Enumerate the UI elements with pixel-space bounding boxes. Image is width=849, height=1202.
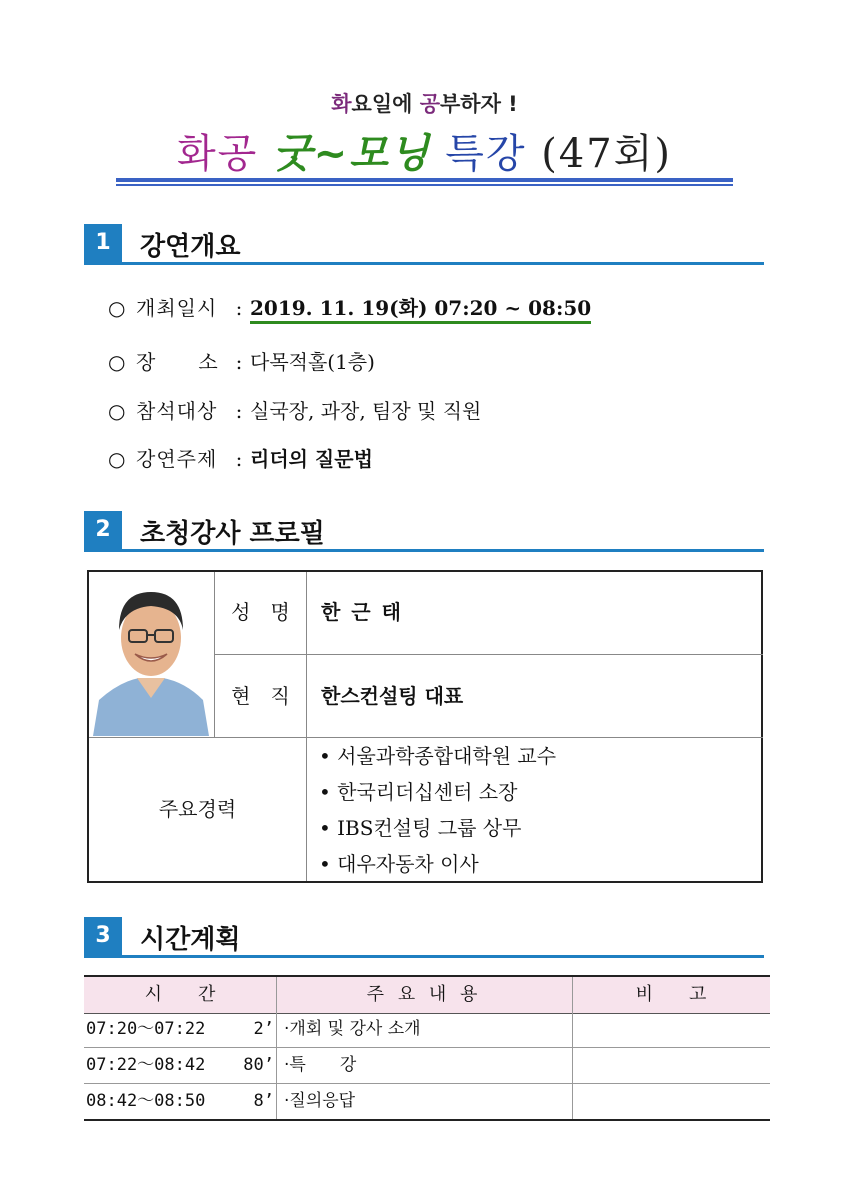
- row-note: [578, 1083, 768, 1119]
- subtitle-text-1: 요일에: [351, 92, 420, 116]
- row-time: 08:42～08:50: [86, 1091, 206, 1111]
- row-time: 07:20～07:22: [86, 1019, 206, 1039]
- section-3-number: 3: [84, 917, 122, 955]
- speaker-photo: [89, 572, 215, 738]
- schedule-header-row: [84, 975, 770, 1014]
- row-content: ·특 강: [284, 1055, 357, 1075]
- position-label: 현 직: [231, 684, 290, 708]
- row-duration: 80’: [243, 1055, 274, 1075]
- subtitle-highlight-2: 공: [419, 92, 440, 116]
- section-2-rule: [84, 549, 764, 552]
- overview-colon: :: [235, 399, 243, 423]
- title-part-2: 굿~모닝: [273, 131, 431, 177]
- overview-date-value: 2019. 11. 19(화) 07:20 ~ 08:50: [250, 296, 591, 324]
- header-note: 비 고: [635, 984, 707, 1005]
- overview-attendees-row: [108, 395, 481, 424]
- career-item: • IBS컨설팅 그룹 상무: [319, 816, 522, 840]
- section-3-rule: [84, 955, 764, 958]
- career-item: • 한국리더십센터 소장: [319, 780, 518, 804]
- table-row: [84, 1047, 770, 1084]
- position-label-cell: [215, 654, 307, 738]
- bullet-icon: ○: [108, 447, 126, 471]
- overview-attendees-value: 실국장, 과장, 팀장 및 직원: [250, 399, 482, 423]
- event-title: [0, 122, 849, 179]
- row-duration: 2’: [253, 1019, 274, 1039]
- col-divider: [276, 1011, 277, 1047]
- event-subtitle: [0, 88, 849, 118]
- row-duration: 8’: [253, 1091, 274, 1111]
- speaker-name: 한 근 태: [321, 600, 403, 624]
- career-item: • 대우자동차 이사: [319, 852, 479, 876]
- section-3-title: 시간계획: [140, 925, 241, 955]
- header-content: 주 요 내 용: [366, 984, 482, 1005]
- section-1-rule: [84, 262, 764, 265]
- table-row: [84, 1011, 770, 1048]
- row-time: 07:22～08:42: [86, 1055, 206, 1075]
- overview-label: 개최일시: [136, 296, 218, 320]
- career-item: • 서울과학종합대학원 교수: [319, 744, 557, 768]
- header-time: 시 간: [144, 984, 216, 1005]
- bullet-icon: ○: [108, 399, 126, 423]
- row-content: ·질의응답: [284, 1091, 356, 1111]
- overview-label: 참석대상: [136, 399, 218, 423]
- career-list: [306, 737, 763, 881]
- overview-topic-value: 리더의 질문법: [250, 447, 373, 471]
- overview-colon: :: [235, 350, 243, 374]
- overview-label: 장 소: [136, 350, 219, 374]
- table-row: [84, 1083, 770, 1121]
- title-rule-thin: [116, 184, 733, 186]
- speaker-position: 한스컨설팅 대표: [321, 684, 464, 708]
- col-divider: [276, 1083, 277, 1119]
- row-note: [578, 1011, 768, 1047]
- col-divider: [572, 1083, 573, 1119]
- career-label-cell: [89, 737, 307, 881]
- section-1-title: 강연개요: [140, 232, 241, 262]
- overview-place-value: 다목적홀(1층): [250, 350, 375, 374]
- section-2-number: 2: [84, 511, 122, 549]
- title-part-1: 화공: [177, 131, 274, 177]
- title-part-4: (47회): [526, 131, 672, 177]
- col-divider: [572, 1047, 573, 1083]
- career-label: 주요경력: [158, 797, 237, 821]
- position-value-cell: [306, 654, 763, 738]
- col-divider: [276, 1047, 277, 1083]
- row-note: [578, 1047, 768, 1083]
- name-label-cell: [215, 572, 307, 655]
- col-divider: [572, 1011, 573, 1047]
- speaker-photo-icon: [89, 572, 213, 736]
- overview-date-row: [108, 292, 591, 321]
- profile-table: [87, 570, 763, 883]
- overview-topic-row: [108, 443, 373, 472]
- name-value-cell: [306, 572, 763, 655]
- bullet-icon: ○: [108, 350, 126, 374]
- section-2-title: 초청강사 프로필: [140, 519, 325, 549]
- overview-colon: :: [235, 296, 243, 320]
- subtitle-text-2: 부하자 !: [440, 92, 518, 116]
- row-content: ·개회 및 강사 소개: [284, 1019, 421, 1039]
- bullet-icon: ○: [108, 296, 126, 320]
- title-rule-thick: [116, 178, 733, 182]
- section-1-number: 1: [84, 224, 122, 262]
- title-part-3: 특강: [430, 131, 527, 177]
- subtitle-highlight-1: 화: [331, 92, 352, 116]
- name-label: 성 명: [231, 600, 290, 624]
- overview-place-row: [108, 346, 375, 375]
- overview-label: 강연주제: [136, 447, 218, 471]
- overview-colon: :: [235, 447, 243, 471]
